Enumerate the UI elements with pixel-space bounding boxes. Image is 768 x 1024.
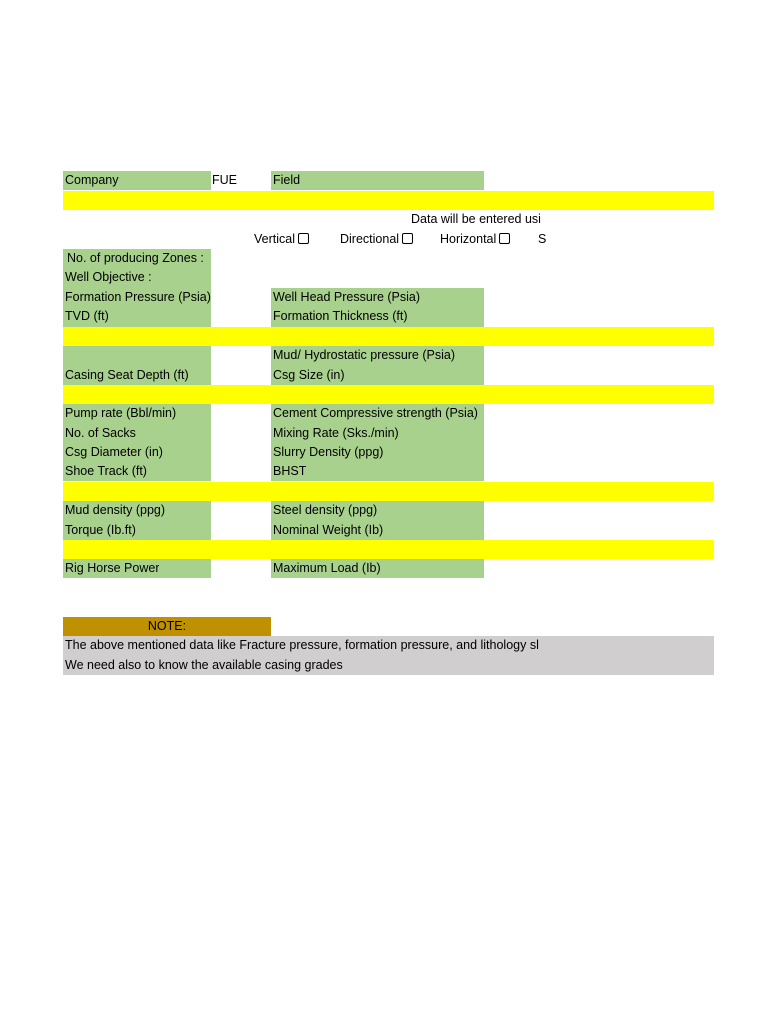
company-label: Company [65,173,119,187]
separator-bar [63,327,714,346]
option-vertical[interactable] [254,230,309,249]
slurry-density-label: Slurry Density (ppg) [273,445,384,459]
zones-label: No. of producing Zones : [67,251,204,265]
mixing-rate-label: Mixing Rate (Sks./min) [273,426,399,440]
note-line-2: We need also to know the available casing grades [65,658,343,672]
separator-bar [63,482,714,501]
option-s[interactable]: S [538,232,547,246]
objective-label: Well Objective : [65,270,152,284]
formation-pressure-label: Formation Pressure (Psia) [65,290,211,304]
option-directional-label: Directional [340,232,400,246]
casing-seat-depth-label: Casing Seat Depth (ft) [65,368,189,382]
torque-label: Torque (Ib.ft) [65,523,136,537]
mud-hydrostatic-label: Mud/ Hydrostatic pressure (Psia) [273,348,456,362]
sacks-label: No. of Sacks [65,426,136,440]
nominal-weight-label: Nominal Weight (Ib) [273,523,384,537]
tvd-label: TVD (ft) [65,309,109,323]
note-title: NOTE: [147,619,187,633]
note-line-1: The above mentioned data like Fracture pressure, formation pressure, and lithology sl [65,638,539,652]
max-load-label: Maximum Load (Ib) [273,561,381,575]
compressive-strength-label: Cement Compressive strength (Psia) [273,406,478,420]
vertical-checkbox[interactable] [298,233,309,244]
formation-thickness-label: Formation Thickness (ft) [273,309,408,323]
bhst-label: BHST [273,464,307,478]
field-label-cell [271,171,484,190]
pump-rate-label: Pump rate (Bbl/min) [65,406,177,420]
data-entry-text: Data will be entered usi [411,212,541,226]
steel-density-label: Steel density (ppg) [273,503,378,517]
directional-checkbox[interactable] [402,233,413,244]
separator-bar [63,191,714,210]
option-directional[interactable] [340,230,413,249]
separator-bar [63,540,714,559]
well-head-pressure-label: Well Head Pressure (Psia) [273,290,421,304]
csg-size-label: Csg Size (in) [273,368,345,382]
company-value[interactable]: FUE [212,173,237,187]
option-vertical-label: Vertical [254,232,295,246]
csg-diameter-label: Csg Diameter (in) [65,445,163,459]
field-label: Field [273,173,301,187]
rig-horse-power-label: Rig Horse Power [65,561,160,575]
separator-bar [63,385,714,404]
option-horizontal-label: Horizontal [440,232,497,246]
option-horizontal[interactable] [440,230,510,249]
mud-density-label: Mud density (ppg) [65,503,166,517]
shoe-track-label: Shoe Track (ft) [65,464,147,478]
horizontal-checkbox[interactable] [499,233,510,244]
